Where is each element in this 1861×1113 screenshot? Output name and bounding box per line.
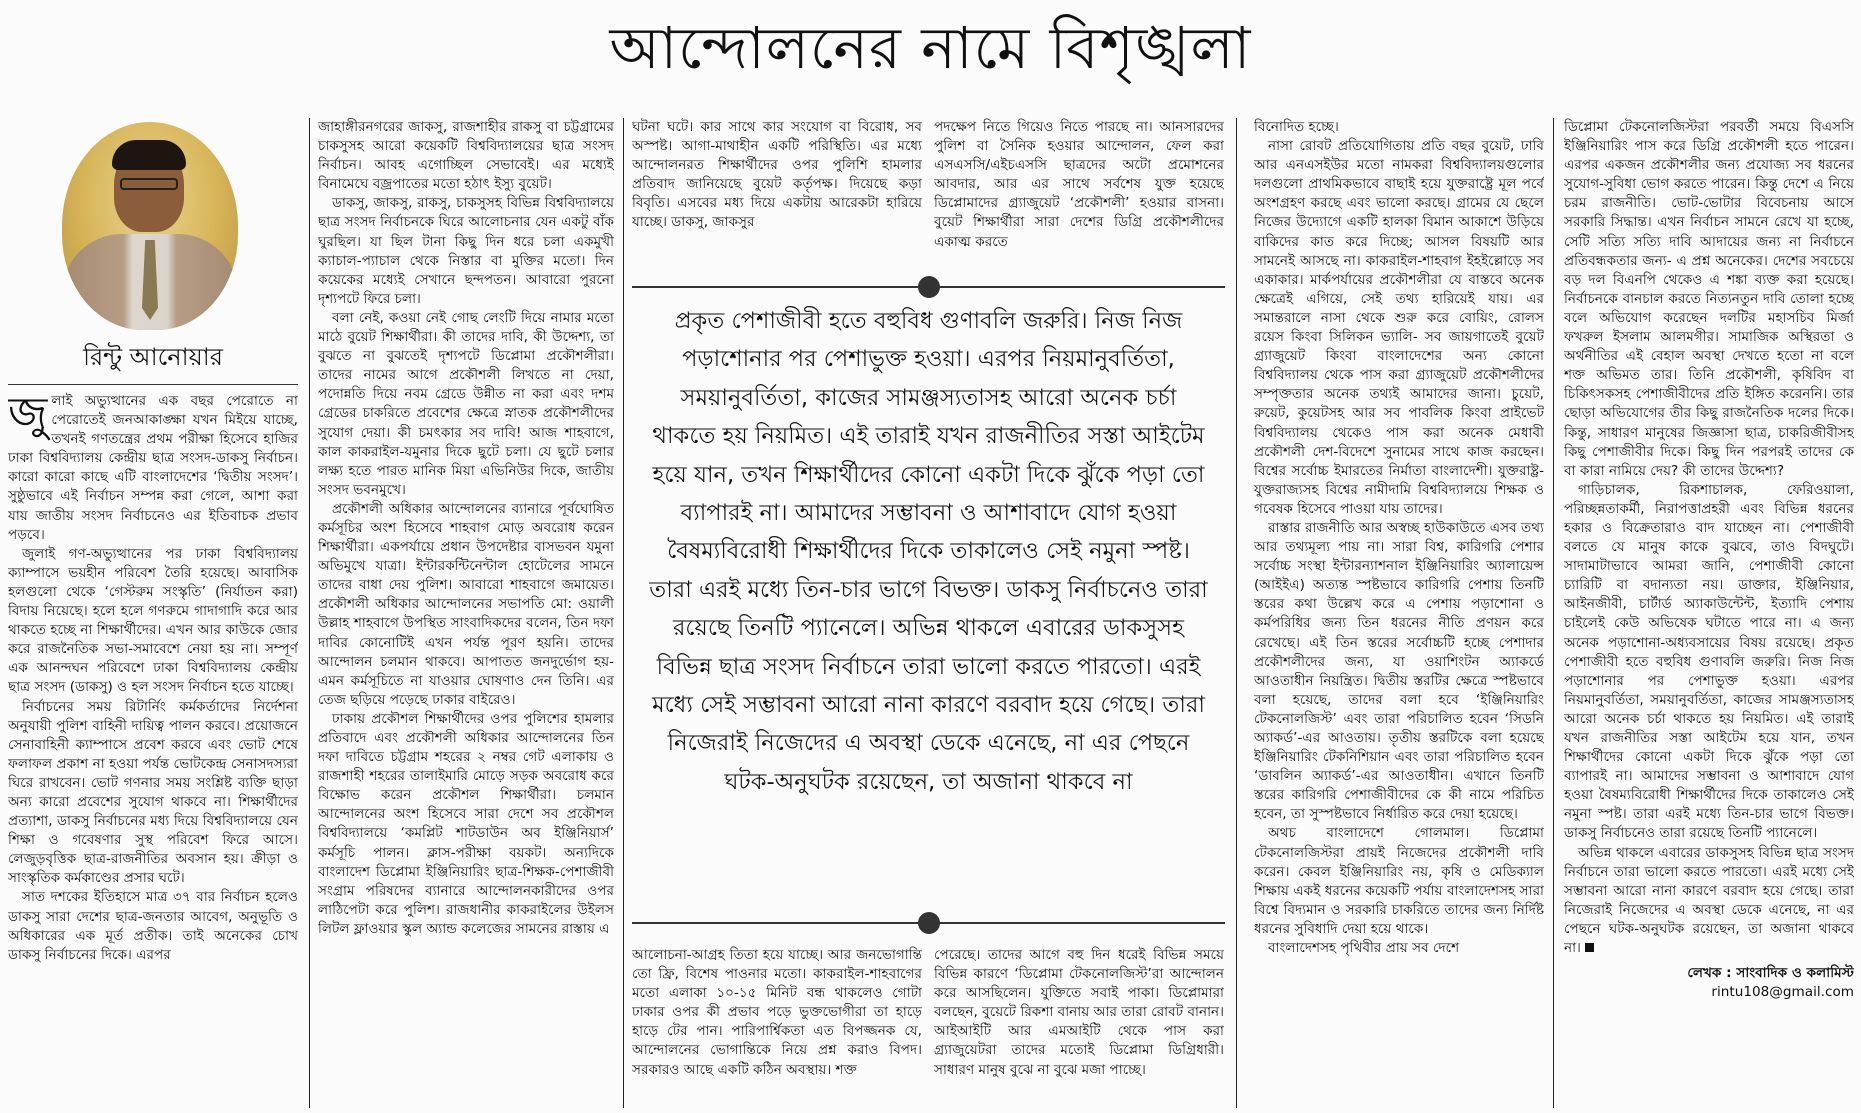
paragraph: বলা নেই, কওয়া নেই গোছ লেংটি দিয়ে নামার মতো মাঠে বুয়েট শিক্ষার্থীরা। কী তাদের দাবি, কী উদ্দেশ্য, তা বুঝতে না বুঝতেই দৃশ্যপটে ডিপ্লোমা প্রকৌশলীরা। তাদের নামের আগে প্রকৌশলী লিখতে না দেয়া, পদোন্নতি দিয়ে নবম গ্রেডে উন্নীত না করা এবং দশম গ্রেডের চাকরিতে প্রবেশের ক্ষেত্রে স্নাতক প্রকৌশলীদের সুযোগ দেয়া। কী চমৎকার সব দাবি! আজ শাহবাগে, কাল কাকরাইল-যমুনার দিকে ছুটে চলা। যে ছুটে চলার লক্ষ্য হতে পারত মানিক মিয়া এভিনিউর দিকে, জাতীয় সংসদ ভবনমুখে। <box>318 309 614 498</box>
paragraph: লাই অভ্যুত্থানের এক বছর পেরোতে না পেরোতেই জনআকাঙ্ক্ষা যখন মিইয়ে যাচ্ছে, তখনই গণতন্ত্রের প্রথম পরীক্ষা হিসেবে হাজির ঢাকা বিশ্ববিদ্যালয় কেন্দ্রীয় ছাত্র সংসদ-ডাকসু নির্বাচন। কারো কারো কাছে এটি বাংলাদেশের ‘দ্বিতীয় সংসদ’। সুষ্ঠুভাবে এই নির্বাচন সম্পন্ন করা গেলে, আশা করা যায় জাতীয় সংসদ নির্বাচনেও এর ইতিবাচক প্রভাব পড়বে। <box>8 393 298 543</box>
column-rule <box>623 118 624 1108</box>
paragraph <box>1564 844 1854 959</box>
end-mark-icon <box>1585 943 1594 952</box>
author-photo <box>62 122 238 330</box>
paragraph: নাসা রোবট প্রতিযোগিতায় প্রতি বছর বুয়েট, ঢাবি আর এনএসইউর মতো নামকরা বিশ্ববিদ্যালয়গুলোর দলগুলো প্রাথমিকভাবে বাছাই হয়ে যুক্তরাষ্ট্রে মূল পর্বে অংশগ্রহণ করছে এবং ভালো করছে। গ্রামের যে ছেলে নিজের উদ্যোগে একটি হালকা বিমান আকাশে উড়িয়ে বাকিদের কাত করে দিচ্ছে; আসল বিষয়টি আর সামনেই আসছে না। কাকরাইল-শাহবাগ ইহইল্লোড়ে সব একাকার। মার্কপর্যায়ের প্রকৌশলীরা যে বাস্তবে অনেক ক্ষেত্রেই এগিয়ে, সেই তথ্য হারিয়েই যায়। এর সমান্তরালে নাসা থেকে শুরু করে বোয়িং, রোলস রয়েস কিংবা সিলিকন ভ্যালি- সব জায়গাতেই বুয়েট গ্র্যাজুয়েট কিংবা বাংলাদেশের অন্য কোনো বিশ্ববিদ্যালয় থেকে পাস করা গ্র্যাজুয়েট প্রকৌশলীদের সম্পৃক্ততার অনেক তথ্যই আমাদের জানা। চুয়েট, রুয়েট, কুয়েটসহ আর সব পাবলিক কিংবা প্রাইভেট বিশ্ববিদ্যালয় থেকেও পাস করা অনেক মেধাবী প্রকৌশলী দেশ-বিদেশে সুনামের সাথে কাজ করছেন। বিশ্বের সর্বোচ্চ ইমারতের নির্মাতা বাংলাদেশী। যুক্তরাষ্ট্র-যুক্তরাজ্যসহ বিশ্বের নামীদামি বিশ্ববিদ্যালয়ে শিক্ষক ও গবেষক হিসেবে পাওয়া যায় তাদের। <box>1254 138 1544 517</box>
column-5 <box>1254 118 1544 1108</box>
pullquote-top-dot <box>918 276 940 298</box>
paragraph: বাংলাদেশসহ পৃথিবীর প্রায় সব দেশে <box>1268 940 1460 957</box>
column-rule <box>309 118 310 1108</box>
column-rule <box>1553 118 1554 1108</box>
column-6 <box>1564 118 1854 1108</box>
author-email: rintu108@gmail.com <box>1711 984 1854 1001</box>
paragraph: অথচ বাংলাদেশে গোলমাল। ডিপ্লোমা টেকনোলজিস্টরা প্রায়ই নিজেদের প্রকৌশলী দাবি করেন। কেবল ইঞ্জিনিয়ারিং নয়, কৃষি ও মেডিক্যাল শিক্ষায় একই ধরনের কয়েকটি পর্যায় বাংলাদেশসহ সারা বিশ্বে বিদ্যমান ও সরকারি চাকরিতে তাদের জন্য নির্দিষ্ট ধরনের সুবিধাদি দেয়া হয়ে থাকে। <box>1254 825 1544 937</box>
paragraph: পেরেছে। তাদের আগে বহু দিন ধরেই বিভিন্ন সময়ে বিভিন্ন কারণে ‘ডিপ্লোমা টেকনোলজিস্ট’রা আন্দোলন করে আসছিলেন। যুক্তিতে সবাই পাকা। ডিপ্লোমারা বলছেন, বুয়েটে রিকশা বানায় আর তারা রোবট বানান। আইআইটি আর এমআইটি থেকে পাস করা গ্র্যাজুয়েটরা তাদের মতোই ডিপ্লোমা ডিগ্রিধারী। সাধারণ মানুষ বুঝে না বুঝে মজা পাচ্ছে। <box>934 947 1224 1078</box>
column-3-bottom <box>632 946 922 1108</box>
paragraph: গাড়িচালক, রিকশাচালক, ফেরিওয়ালা, পরিচ্ছন্নতাকর্মী, নিরাপত্তাপ্রহরী এবং বিভিন্ন ধরনের হকার ও বিক্রেতারাও বাদ যাচ্ছেন না। পেশাজীবী বলতে যে মানুষ কাকে বুঝবে, তাও বিদঘুটে। সাদামাটাভাবে আমরা জানি, পেশাজীবী কোনো চ্যারিটি বা বদান্যতা নয়। ডাক্তার, ইঞ্জিনিয়ার, আইনজীবী, চার্টার্ড অ্যাকাউন্টেন্ট, ইত্যাদি পেশায় চাইলেই কেউ অভিষেক ঘটাতে পারে না। এ জন্য অনেক পড়াশোনা-অধ্যবসায়ের বিষয় রয়েছে। প্রকৃত পেশাজীবী হতে বহুবিধ গুণাবলি জরুরি। নিজ নিজ পড়াশোনার পর পেশাভুক্ত হওয়া। এরপর নিয়মানুবর্তিতা, সময়ানুবর্তিতা, কাজের সামঞ্জস্যতাসহ আরো অনেক চর্চা থাকতে হয় নিয়মিত। এই তারাই যখন রাজনীতির সস্তা আইটেম হয়ে যান, তখন শিক্ষার্থীদের কোনো একটা দিকে ঝুঁকে পড়া তো ব্যাপারই না। আমাদের সম্ভাবনা ও আশাবাদে যোগ হওয়া বৈষম্যবিরোধী শিক্ষার্থীদের দিকে তাকালেও সেই নমুনা স্পষ্ট। তারা এরই মধ্যে তিন-চার ভাগে বিভক্ত। ডাকসু নির্বাচনেও তারা রয়েছে তিনটি প্যানেলে। <box>1564 481 1854 842</box>
byline-divider <box>8 384 298 385</box>
headline: আন্দোলনের নামে বিশৃঙ্খলা <box>609 14 1252 82</box>
pullquote: প্রকৃত পেশাজীবী হতে বহুবিধ গুণাবলি জরুরি। নিজ নিজ পড়াশোনার পর পেশাভুক্ত হওয়া। এরপর নিয়মানুবর্তিতা, সময়ানুবর্তিতা, কাজের সামঞ্জস্যতাসহ আরো অনেক চর্চা থাকতে হয় নিয়মিত। এই তারাই যখন রাজনীতির সস্তা আইটেম হয়ে যান, তখন শিক্ষার্থীদের কোনো একটা দিকে ঝুঁকে পড়া তো ব্যাপারই না। আমাদের সম্ভাবনা ও আশাবাদে যোগ হওয়া বৈষম্যবিরোধী শিক্ষার্থীদের দিকে তাকালেও সেই নমুনা স্পষ্ট। তারা এরই মধ্যে তিন-চার ভাগে বিভক্ত। ডাকসু নির্বাচনেও তারা রয়েছে তিনটি প্যানেলে। অভিন্ন থাকলে এবারের ডাকসুসহ বিভিন্ন ছাত্র সংসদ নির্বাচনে তারা ভালো করতে পারতো। এরই মধ্যে সেই সম্ভাবনা আরো নানা কারণে বরবাদ হয়ে গেছে। তারা নিজেরাই নিজেদের এ অবস্থা ডেকে এনেছে, না এর পেছনে ঘটক-অনুঘটক রয়েছেন, তা অজানা থাকবে না <box>649 308 1208 795</box>
column-1 <box>8 392 298 1108</box>
pullquote-bottom-dot <box>918 912 940 934</box>
paragraph: জুলাই গণ-অভ্যুত্থানের পর ঢাকা বিশ্ববিদ্যালয় ক্যাম্পাসে ভয়হীন পরিবেশ তৈরি হয়েছে। আবাসিক হলগুলো থেকে ‘গেস্টরুম সংস্কৃতি’ (নির্যাতন করা) বিদায় নিয়েছে। হলে হলে গণরুমে গাদাগাদি করে আর থাকতে হচ্ছে না শিক্ষার্থীদের। এখন আর কাউকে জোর করে রাজনৈতিক সভা-সমাবেশে নেয়া হয় না। সম্পূর্ণ এক আনন্দঘন পরিবেশে ঢাকা বিশ্ববিদ্যালয় কেন্দ্রীয় ছাত্র সংসদ (ডাকসু) ও হল সংসদ নির্বাচন হতে যাচ্ছে। <box>8 545 298 696</box>
paragraph: ঘটনা ঘটে। কার সাথে কার সংযোগ বা বিরোধ, সব অস্পষ্ট। আগা-মাথাহীন একটি পরিস্থিতি। এর মধ্যে আন্দোলনরত শিক্ষার্থীদের ওপর পুলিশি হামলার প্রতিবাদ জানিয়েছে বুয়েট কর্তৃপক্ষ। দিয়েছে কড়া বিবৃতি। এসবের মধ্য দিয়ে একটায় আরেকটা হারিয়ে যাচ্ছে। ডাকসু, জাকসুর <box>632 119 922 231</box>
paragraph-text: অভিন্ন থাকলে এবারের ডাকসুসহ বিভিন্ন ছাত্র সংসদ নির্বাচনে তারা ভালো করতে পারতো। এরই মধ্যে সেই সম্ভাবনা আরো নানা কারণে বরবাদ হয়ে গেছে। তারা নিজেরাই নিজেদের এ অবস্থা ডেকে এনেছে, না এর পেছনে ঘটক-অনুঘটক রয়েছেন, তা অজানা থাকবে না। <box>1564 844 1854 957</box>
paragraph: নির্বাচনের সময় রিটার্নিং কর্মকর্তাদের নির্দেশনা অনুযায়ী পুলিশ বাহিনী দায়িত্ব পালন করবে। প্রয়োজনে সেনাবাহিনী ক্যাম্পাসে প্রবেশ করবে এবং ভোট শেষে ফলাফল প্রকাশ না হওয়া পর্যন্ত ভোটকেন্দ্র সেনাসদস্যরা ঘিরে রাখবেন। ভোট গণনার সময় সংশ্লিষ্ট ব্যক্তি ছাড়া অন্য কারো প্রবেশের সুযোগ থাকবে না। শিক্ষার্থীদের প্রত্যাশা, ডাকসু নির্বাচনের মধ্য দিয়ে বিশ্ববিদ্যালয়ে যেন শিক্ষা ও গবেষণার সুস্থ পরিবেশ ফিরে আসে। লেজুড়বৃত্তিক ছাত্র-রাজনীতির অবসান হয়। ক্রীড়া ও সাংস্কৃতিক কর্মকাণ্ডের প্রসার ঘটে। <box>8 698 298 887</box>
author-credit: লেখক : সাংবাদিক ও কলামিস্ট <box>1687 965 1854 982</box>
paragraph: রাস্তার রাজনীতি আর অস্বচ্ছ হাউকাউতে এসব তথ্য আর তথ্যমূল্য পায় না। সারা বিশ্ব, কারিগরি পেশার সর্বোচ্চ সংস্থা ইন্টারন্যাশনাল ইঞ্জিনিয়ারিং অ্যালায়েন্স (আইইএ) অত্যন্ত স্পষ্টভাবে কারিগরি পেশায় তিনটি স্তরের কথা উল্লেখ করে এ পেশায় পড়াশোনা ও কর্মপরিধির জন্য তিন ধরনের নীতি প্রণয়ন করে রেখেছে। এই তিন স্তরের সর্বোচ্চটি হচ্ছে পেশাদার প্রকৌশলীদের জন্য, যা ওয়াশিংটন অ্যাকর্ডে আওতাধীন নিয়ন্ত্রিত। দ্বিতীয় স্তরটির ক্ষেত্রে স্পষ্টভাবে বলা হয়েছে, তাদের বলা হবে ‘ইঞ্জিনিয়ারিং টেকনোলজিস্ট’ এবং তারা পরিচালিত হবেন ‘সিডনি অ্যাকর্ড’-এর আওতায়। তৃতীয় স্তরটিকে বলা হয়েছে ইঞ্জিনিয়ারিং টেকনিশিয়ান এবং তারা পরিচালিত হবেন ‘ডাবলিন অ্যাকর্ড’-এর আওতাধীন। এখানে তিনটি স্তরের কারিগরি পেশাজীবীদের কে কী নামে পরিচিত হবেন, তা সুস্পষ্টভাবে নির্ধারিত করে দেয়া হয়েছে। <box>1254 519 1544 823</box>
paragraph: সাত দশকের ইতিহাসে মাত্র ৩৭ বার নির্বাচন হলেও ডাকসু সারা দেশের ছাত্র-জনতার আবেগ, অনুভূতি ও অধিকারের এক মূর্ত প্রতীক। তাই অনেকের চোখ ডাকসু নির্বাচনের দিকে। এরপর <box>8 889 298 963</box>
paragraph: ডাকসু, জাকসু, রাকসু, চাকসুসহ বিভিন্ন বিশ্ববিদ্যালয়ে ছাত্র সংসদ নির্বাচনকে ঘিরে আলোচনার যেন একটু বাঁক ঘুরছিল। যা ছিল টানা কিছু দিন ধরে চলা একমুখী ক্যাচাল-প্যাচাল থেকে নিস্তার বা মুক্তির মতো। দিন কয়েকের মধ্যেই সেখানে ছন্দপতন। আবারো পুরনো দৃশ্যপটে ফিরে চলা। <box>318 195 614 307</box>
author-byline: রিন্টু আনোয়ার <box>83 343 223 371</box>
column-rule <box>1236 118 1237 1108</box>
paragraph: প্রকৌশলী অধিকার আন্দোলনের ব্যানারে পূর্বঘোষিত কর্মসূচির অংশ হিসেবে শাহবাগ মোড় অবরোধ করেন শিক্ষার্থীরা। একপর্যায়ে প্রধান উপদেষ্টার বাসভবন যমুনা অভিমুখে যাত্রা। ইন্টারকন্টিনেন্টাল হোটেলের সামনে তাদের বাধা দেয় পুলিশ। আবারো শাহবাগে জমায়েত। প্রকৌশলী অধিকার আন্দোলনের সভাপতি মো: ওয়ালী উল্লাহ শাহবাগে উপস্থিত সাংবাদিকদের বলেন, তিন দফা দাবির কোনোটিই এখন পর্যন্ত পূরণ হয়নি। তাদের আন্দোলন চলমান থাকবে। আপাতত জনদুর্ভোগ হয়- এমন কর্মসূচিতে না যাওয়ার ঘোষণাও দেন তিনি। এর তেজ ছড়িয়ে পড়েছে ঢাকার বাইরেও। <box>318 500 614 708</box>
paragraph: ঢাকায় প্রকৌশল শিক্ষার্থীদের ওপর পুলিশের হামলার প্রতিবাদে এবং প্রকৌশলী অধিকার আন্দোলনের তিন দফা দাবিতে চট্টগ্রাম শহরের ২ নম্বর গেট এলাকায় ও রাজশাহী শহরের তালাইমারি মোড়ে সড়ক অবরোধ করে বিক্ষোভ করেন প্রকৌশল শিক্ষার্থীরা। চলমান আন্দোলনের অংশ হিসেবে সারা দেশে সব প্রকৌশল বিশ্ববিদ্যালয়ে ‘কমপ্লিট শাটডাউন অব ইঞ্জিনিয়ার্স’ কর্মসূচি পালন। ক্লাস-পরীক্ষা বয়কট। অন্যদিকে বাংলাদেশ ডিপ্লোমা ইঞ্জিনিয়ারিং ছাত্র-শিক্ষক-পেশাজীবী সংগ্রাম পরিষদের ব্যানারে আন্দোলনকারীদের ওপর লাঠিপেটা করে পুলিশ। রাজধানীর কাকরাইলের উইলস লিটল ফ্লাওয়ার স্কুল অ্যান্ড কলেজের সামনের রাস্তায় এ <box>318 710 614 937</box>
column-4-bottom <box>934 946 1224 1108</box>
paragraph: পদক্ষেপ নিতে গিয়েও নিতে পারছে না। আনসারদের পুলিশ বা সৈনিক হওয়ার আন্দোলন, ফেল করা এসএসসি/এইচএসসি ছাত্রদের অটো প্রমোশনের আবদার, আর এর সাথে সর্বশেষ যুক্ত হয়েছে ডিপ্লোমাদের গ্র্যাজুয়েট ‘প্রকৌশলী’ হওয়ার বাসনা। বুয়েট শিক্ষার্থীরা সারা দেশের ডিগ্রি প্রকৌশলীদের একাত্ম করতে <box>934 119 1224 250</box>
paragraph: আলোচনা-আগ্রহ তিতা হয়ে যাচ্ছে। আর জনভোগান্তি তো ফ্রি, বিশেষ পাওনার মতো। কাকরাইল-শাহবাগের মতো এলাকা ১০-১৫ মিনিট বন্ধ থাকলেও গোটা ঢাকার ওপর কী প্রভাব পড়ে ভুক্তভোগীরা তা হাড়ে হাড়ে টের পান। পারিপার্শ্বিকতা এত বিপজ্জনক যে, আন্দোলনের ভোগান্তিকে নিয়ে প্রশ্ন করাও বিপদ। সরকারও আছে একটি কঠিন অবস্থায়। শক্ত <box>632 947 922 1078</box>
paragraph: বিনোদিত হচ্ছে। <box>1254 119 1339 135</box>
paragraph: জাহাঙ্গীরনগরের জাকসু, রাজশাহীর রাকসু বা চট্টগ্রামের চাকসুসহ আরো কয়েকটি বিশ্ববিদ্যালয়ের ছাত্র সংসদ নির্বাচন। আবহ এগোচ্ছিল সেভাবেই। এর মধ্যেই বিনামেঘে বজ্রপাতের মতো হঠাৎ ইস্যু বুয়েট। <box>318 119 614 193</box>
drop-cap: জু <box>8 392 48 439</box>
paragraph: ডিপ্লোমা টেকনোলজিস্টরা পরবর্তী সময়ে বিএসসি ইঞ্জিনিয়ারিং পাস করে ডিগ্রি প্রকৌশলী হতে পারেন। এরপর একজন প্রকৌশলীর জন্য প্রযোজ্য সব ধরনের সুযোগ-সুবিধা ভোগ করতে পারেন। কিন্তু দেশে এ নিয়ে চরম রাজনীতি। ভোট-ভোটার বিবেচনায় আসে সরকারি সিদ্ধান্ত। এখন নির্বাচন সামনে রেখে যা হচ্ছে, সেটি সত্যি সত্যি দাবি আদায়ের জন্য না নির্বাচনে প্রতিবন্ধকতার জন্য- এ প্রশ্ন অনেকের। দেশের সবচেয়ে বড় দল বিএনপি থেকেও এ শঙ্কা ব্যক্ত করা হয়েছে। নির্বাচনকে বানচাল করতে নিত্যনতুন দাবি তোলা হচ্ছে বলে অভিযোগ করেছেন দলটির মহাসচিব মির্জা ফখরুল ইসলাম আলমগীর। সামাজিক অস্থিরতা ও অর্থনীতির এই বেহাল অবস্থা দেখতে হতো না বলে শক্ত অভিমত তার। তিনি প্রকৌশলী, কৃষিবিদ বা চিকিৎসকসহ পেশাজীবীদের প্রতি ইঙ্গিত করেননি। তার ছোড়া অভিযোগের তীর কিছু রাজনৈতিক দলের দিকে। কিন্তু, সাধারণ মানুষের জিজ্ঞাসা ছাত্র, চাকরিজীবীসহ কিছু পেশাজীবীর দিকে। কিছু দিন পরপরই তাদের কে বা কারা নামিয়ে দেয়? কী তাদের উদ্দেশ্য? <box>1564 119 1854 479</box>
column-2 <box>318 118 614 1108</box>
